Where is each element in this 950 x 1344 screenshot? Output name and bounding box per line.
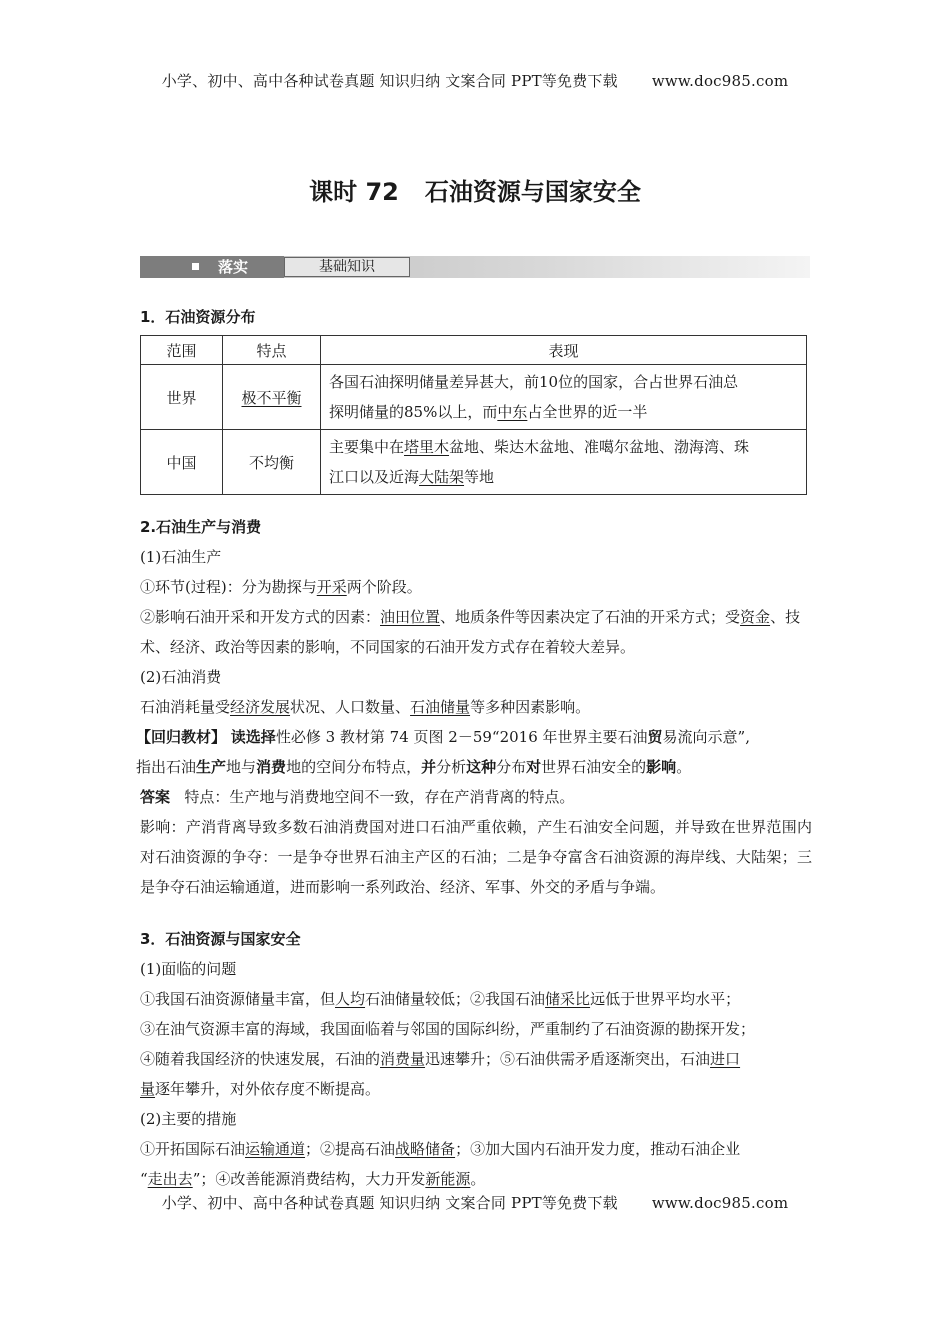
section-3-heading: 3．石油资源与国家安全 xyxy=(140,930,301,948)
subheading: (1)石油生产 xyxy=(140,548,222,566)
oil-distribution-table xyxy=(140,335,807,495)
subheading: (2)石油消费 xyxy=(140,668,222,686)
footer-site[interactable]: www.doc985.com xyxy=(651,1194,789,1212)
section-1-heading: 1．石油资源分布 xyxy=(140,308,256,326)
list-item: “走出去”；④改善能源消费结构，大力开发新能源。 xyxy=(140,1170,486,1188)
subheading: (1)面临的问题 xyxy=(140,960,237,978)
answer-line: 答案 特点：生产地与消费地空间不一致，存在产消背离的特点。 xyxy=(140,788,575,806)
answer-paragraph: 影响：产消背离导致多数石油消费国对进口石油严重依赖，产生石油安全问题，并导致在世界范围内对石油资源的争夺：一是争夺世界石油主产区的石油；二是争夺富含石油资源的海岸线、大陆架；三是争夺石油运输通道，进而影响一系列政治、经济、军事、外交的矛盾与争端。 xyxy=(140,818,812,896)
list-item: ①我国石油资源储量丰富，但人均石油储量较低；②我国石油储采比远低于世界平均水平； xyxy=(140,990,741,1008)
header-text: 小学、初中、高中各种试卷真题 知识归纳 文案合同 PPT等免费下载 xyxy=(161,72,618,90)
footer-text: 小学、初中、高中各种试卷真题 知识归纳 文案合同 PPT等免费下载 xyxy=(161,1194,618,1212)
banner-light-tab: 基础知识 xyxy=(284,257,410,277)
table-row: 中国 不均衡 主要集中在塔里木盆地、柴达木盆地、准噶尔盆地、渤海湾、珠 江口以及近海大陆架等地 xyxy=(141,430,807,495)
page-footer xyxy=(0,1192,950,1213)
list-item: ①环节(过程)：分为勘探与开采两个阶段。 xyxy=(140,578,422,596)
list-item: 量逐年攀升，对外依存度不断提高。 xyxy=(140,1080,381,1098)
table-row: 世界 极不平衡 各国石油探明储量差异甚大，前10位的国家，合占世界石油总 探明储量的85%以上，而中东占全世界的近一半 xyxy=(141,365,807,430)
subheading: (2)主要的措施 xyxy=(140,1110,237,1128)
review-question: 【回归教材】 读选择性必修 3 教材第 74 页图 2－59“2016 年世界主要石油贸易流向示意”, 指出石油生产地与消费地的空间分布特点，并分析这种分布对世界石油安全的影响。 xyxy=(136,728,750,776)
table-header-row: 范围 特点 表现 xyxy=(141,336,807,365)
section-2-heading: 2.石油生产与消费 xyxy=(140,518,262,536)
list-item: ①开拓国际石油运输通道；②提高石油战略储备；③加大国内石油开发力度，推动石油企业 xyxy=(140,1140,741,1158)
banner-dark-tab: 落实 xyxy=(140,256,284,278)
page-title: 课时 72 石油资源与国家安全 xyxy=(309,178,641,206)
list-item: ④随着我国经济的快速发展，石油的消费量迅速攀升；⑤石油供需矛盾逐渐突出，石油进口 xyxy=(140,1050,741,1068)
list-item: ②影响石油开采和开发方式的因素：油田位置、地质条件等因素决定了石油的开采方式；受资金、技术、经济、政治等因素的影响，不同国家的石油开发方式存在着较大差异。 xyxy=(140,608,801,656)
list-item: ③在油气资源丰富的海域，我国面临着与邻国的国际纠纷，严重制约了石油资源的勘探开发； xyxy=(140,1020,756,1038)
header-site[interactable]: www.doc985.com xyxy=(651,72,789,90)
page-header xyxy=(0,70,950,91)
section-banner xyxy=(140,256,810,278)
paragraph: 石油消耗量受经济发展状况、人口数量、石油储量等多种因素影响。 xyxy=(140,698,591,716)
